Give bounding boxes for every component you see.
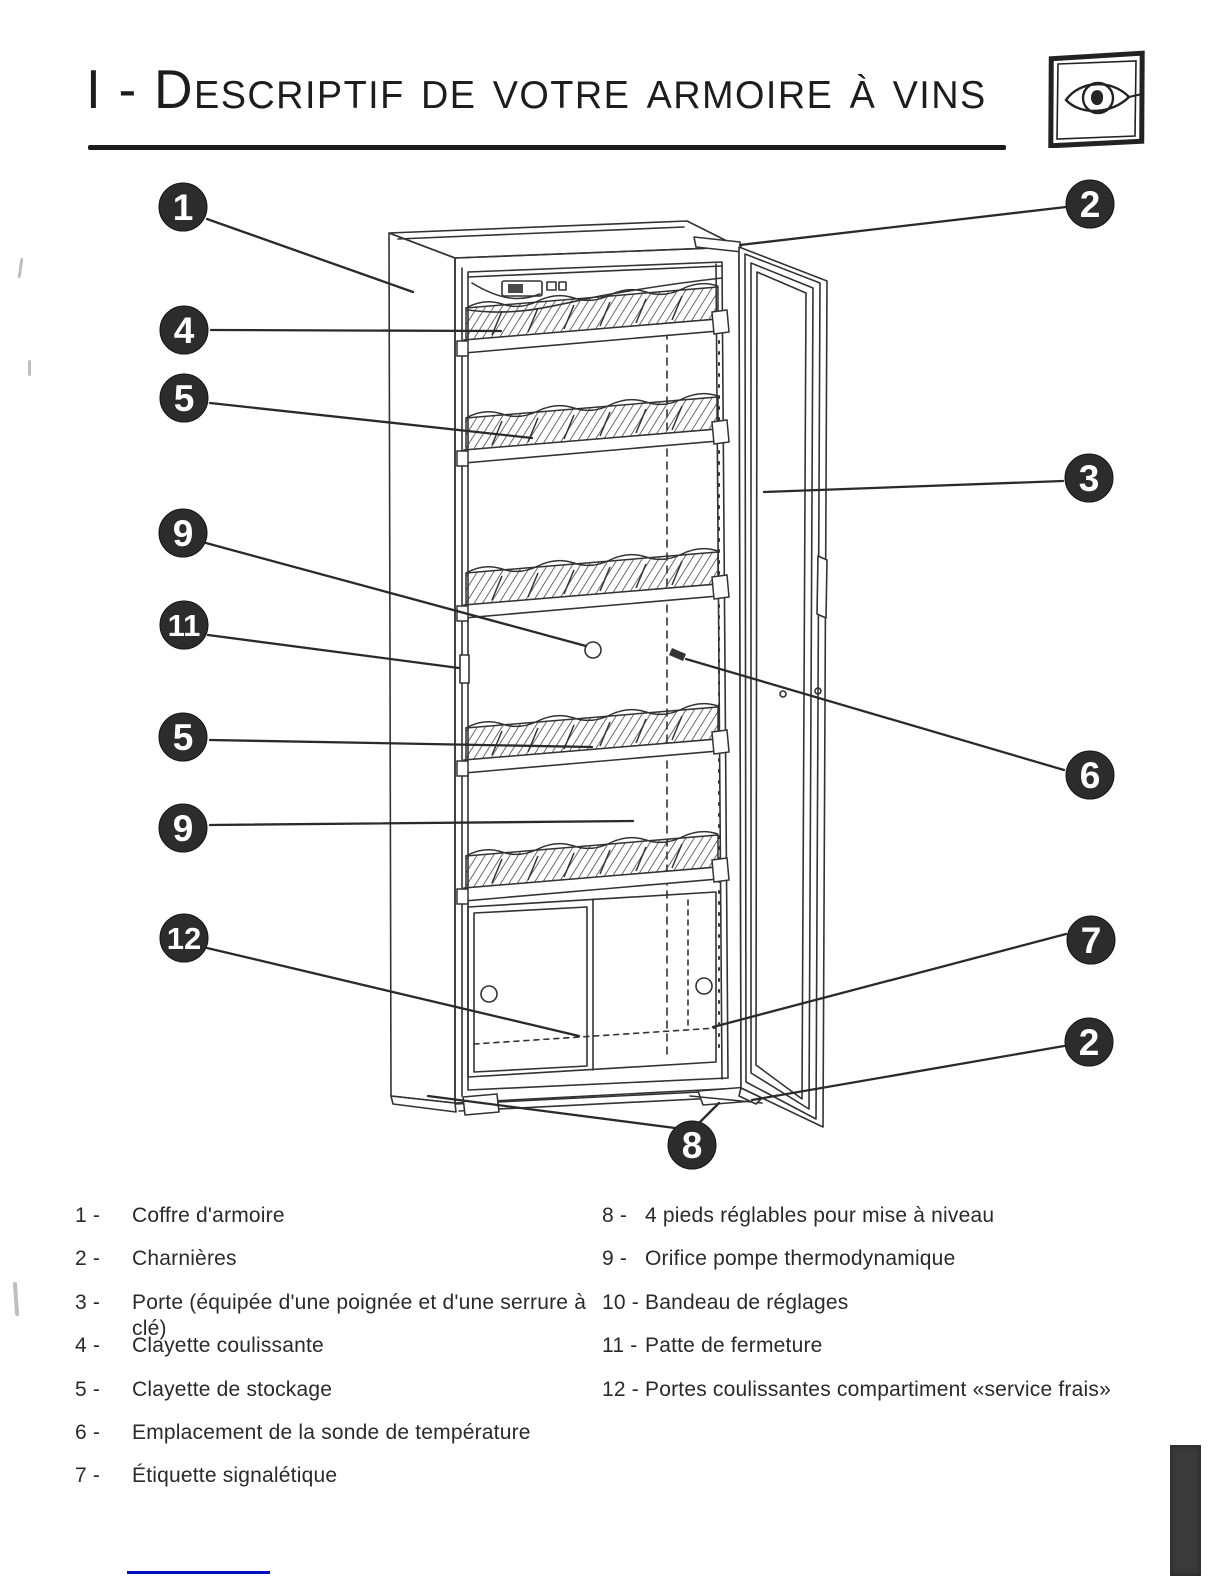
legend-number: 11 - bbox=[602, 1334, 638, 1358]
legend-number: 12 - bbox=[602, 1377, 639, 1401]
legend-text: Étiquette signalétique bbox=[132, 1464, 338, 1488]
svg-text:12: 12 bbox=[166, 921, 202, 956]
svg-text:5: 5 bbox=[172, 717, 194, 758]
legend-item-8 bbox=[602, 1203, 1122, 1246]
callout-bubble-12 bbox=[160, 914, 208, 962]
legend-number: 8 - bbox=[602, 1204, 628, 1227]
top-hinge bbox=[694, 237, 742, 252]
legend-text: Clayette de stockage bbox=[132, 1377, 333, 1401]
legend-item-6 bbox=[75, 1420, 595, 1463]
scan-artifact bbox=[28, 360, 31, 376]
svg-text:3: 3 bbox=[1078, 458, 1100, 499]
legend-number: 4 - bbox=[75, 1334, 101, 1358]
callout-bubble-6 bbox=[1066, 751, 1114, 799]
legend-item-12 bbox=[602, 1377, 1122, 1420]
legend-item-2 bbox=[75, 1246, 595, 1289]
callout-bubble-9-lower bbox=[159, 804, 207, 852]
page-edge-tab bbox=[1170, 1445, 1201, 1576]
sliding-door-handle-right bbox=[696, 978, 712, 994]
legend-number: 1 - bbox=[75, 1204, 101, 1227]
legend-item-11 bbox=[602, 1333, 1122, 1376]
legend-number: 5 - bbox=[75, 1377, 101, 1401]
legend-number: 2 - bbox=[75, 1247, 101, 1271]
svg-text:1: 1 bbox=[172, 187, 194, 228]
sliding-door-handle-left bbox=[481, 986, 497, 1002]
legend-number: 6 - bbox=[75, 1420, 101, 1444]
legend-text: Bandeau de réglages bbox=[645, 1290, 849, 1314]
svg-text:2: 2 bbox=[1078, 1022, 1100, 1063]
legend-text: Portes coulissantes compartiment «service frais» bbox=[645, 1377, 1111, 1401]
callout-bubble-3 bbox=[1065, 454, 1113, 502]
legend-item-3 bbox=[75, 1290, 595, 1340]
cabinet-shelves bbox=[457, 284, 729, 904]
callout-bubble-5-upper bbox=[160, 374, 208, 422]
legend-text: Patte de fermeture bbox=[645, 1334, 823, 1358]
cabinet-body bbox=[389, 221, 762, 1115]
legend-text: Clayette coulissante bbox=[132, 1334, 324, 1358]
callout-bubble-4 bbox=[160, 306, 208, 354]
svg-text:7: 7 bbox=[1080, 920, 1102, 961]
page-title: I - Descriptif de votre armoire à vins bbox=[86, 58, 987, 120]
legend-item-10 bbox=[602, 1290, 1122, 1333]
svg-text:4: 4 bbox=[173, 310, 195, 351]
svg-text:5: 5 bbox=[173, 378, 195, 419]
callout-bubble-11 bbox=[160, 601, 208, 649]
callout-bubble-2-top bbox=[1066, 180, 1114, 228]
legend-text: Emplacement de la sonde de température bbox=[132, 1420, 531, 1444]
svg-text:6: 6 bbox=[1079, 755, 1101, 796]
adjustable-feet bbox=[456, 1087, 762, 1115]
door-handle bbox=[817, 556, 827, 618]
legend-number: 9 - bbox=[602, 1247, 628, 1271]
callout-bubble-5-lower bbox=[159, 713, 207, 761]
legend-text: Orifice pompe thermodynamique bbox=[645, 1247, 956, 1271]
legend-right-column bbox=[602, 1203, 1122, 1420]
legend-item-1 bbox=[75, 1203, 595, 1246]
legend-item-7 bbox=[75, 1463, 595, 1506]
footer-blue-line bbox=[127, 1571, 270, 1574]
legend-item-4 bbox=[75, 1333, 595, 1376]
legend-number: 7 - bbox=[75, 1464, 101, 1488]
svg-text:9: 9 bbox=[172, 808, 194, 849]
legend-text: Charnières bbox=[132, 1247, 237, 1271]
callout-bubble-1 bbox=[159, 183, 207, 231]
callout-bubble-7 bbox=[1067, 916, 1115, 964]
legend-item-9 bbox=[602, 1246, 1122, 1289]
latch-mark bbox=[460, 655, 469, 683]
callout-bubble-2-bottom bbox=[1065, 1018, 1113, 1066]
svg-text:11: 11 bbox=[167, 608, 201, 643]
legend-text: Porte (équipée d'une poignée et d'une serrure à clé) bbox=[132, 1290, 587, 1340]
pump-orifice-circle bbox=[585, 642, 601, 658]
callout-bubble-9-upper bbox=[159, 509, 207, 557]
leader-lines bbox=[206, 207, 1066, 1128]
svg-text:2: 2 bbox=[1079, 184, 1101, 225]
svg-text:8: 8 bbox=[681, 1125, 703, 1166]
legend-item-5 bbox=[75, 1377, 595, 1420]
legend-number: 3 - bbox=[75, 1290, 101, 1314]
temperature-probe-mark bbox=[669, 648, 686, 661]
legend-left-column bbox=[75, 1203, 595, 1507]
legend-number: 10 - bbox=[602, 1290, 639, 1314]
svg-text:9: 9 bbox=[172, 513, 194, 554]
callout-bubble-8 bbox=[668, 1121, 716, 1169]
service-frais-compartment bbox=[468, 892, 716, 1077]
legend-text: 4 pieds réglables pour mise à niveau bbox=[645, 1204, 995, 1227]
legend-text: Coffre d'armoire bbox=[132, 1204, 285, 1227]
